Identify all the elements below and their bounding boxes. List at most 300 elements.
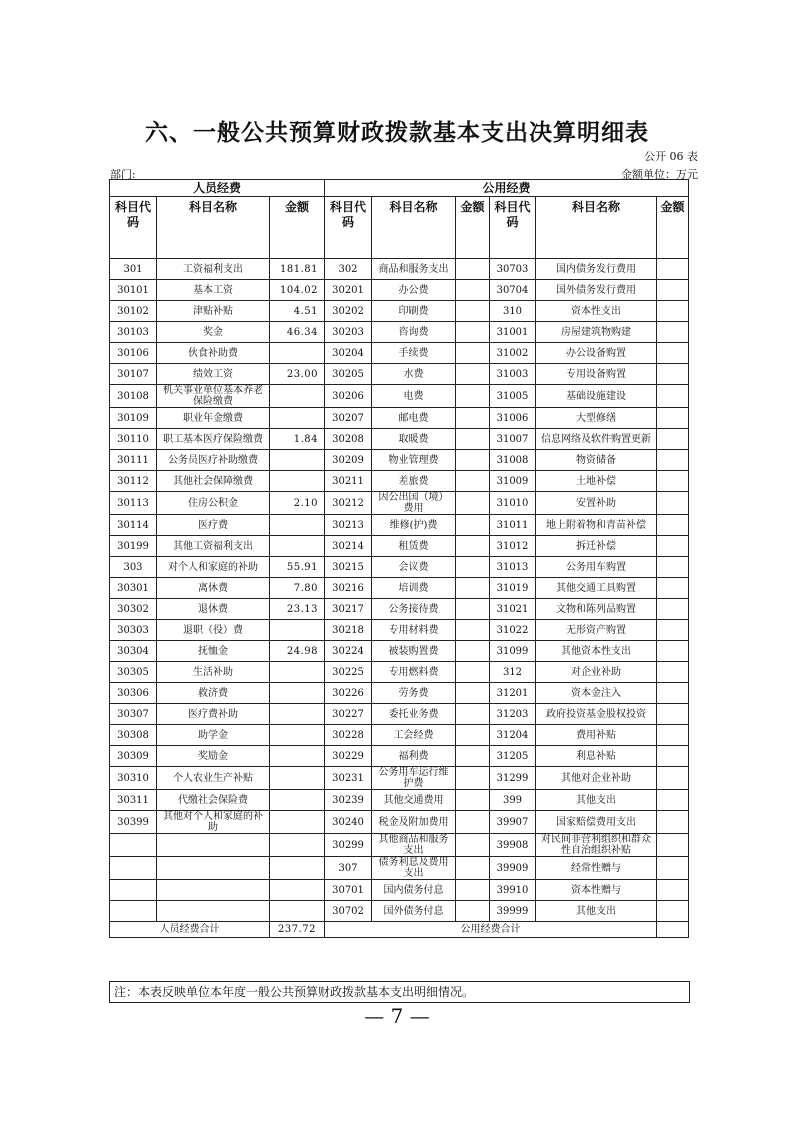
page-title: 六、一般公共预算财政拨款基本支出决算明细表 (145, 119, 649, 146)
cell-public-amount (456, 492, 490, 515)
cell-public-amount (657, 599, 689, 620)
table-row (110, 450, 689, 471)
table-row (110, 492, 689, 515)
cell-public-amount (657, 811, 689, 834)
cell-public-amount (456, 620, 490, 641)
cell-personnel-name: 伙食补助费 (157, 343, 270, 364)
cell-public-code: 31204 (490, 725, 536, 746)
cell-personnel-amount (270, 767, 325, 790)
cell-personnel-name: 助学金 (157, 725, 270, 746)
cell-public-amount (456, 471, 490, 492)
cell-public-amount (456, 364, 490, 385)
cell-public-code: 30211 (325, 471, 372, 492)
cell-personnel-code: 30304 (110, 641, 157, 662)
cell-personnel-name: 奖金 (157, 322, 270, 343)
cell-public-amount (657, 857, 689, 880)
cell-public-code: 30226 (325, 683, 372, 704)
cell-public-code: 30704 (490, 280, 536, 301)
cell-public-code: 31299 (490, 767, 536, 790)
table-row (110, 322, 689, 343)
table-row (110, 901, 689, 922)
cell-public-amount (456, 280, 490, 301)
column-header-code: 科目代码 (325, 197, 372, 259)
cell-personnel-name: 对个人和家庭的补助 (157, 557, 270, 578)
cell-public-code: 39999 (490, 901, 536, 922)
cell-personnel-code: 303 (110, 557, 157, 578)
cell-public-code: 302 (325, 259, 372, 280)
cell-public-code: 31001 (490, 322, 536, 343)
cell-personnel-code (110, 857, 157, 880)
table-row (110, 259, 689, 280)
cell-public-name: 对企业补助 (536, 662, 657, 683)
table-number: 公开 06 表 (644, 150, 698, 163)
cell-public-amount (456, 880, 490, 901)
cell-personnel-amount (270, 450, 325, 471)
cell-public-code: 31006 (490, 408, 536, 429)
cell-personnel-code: 30305 (110, 662, 157, 683)
table-row (110, 767, 689, 790)
cell-personnel-name (157, 857, 270, 880)
cell-public-code: 31005 (490, 385, 536, 408)
cell-personnel-amount (270, 790, 325, 811)
cell-public-amount (657, 322, 689, 343)
cell-public-code: 30240 (325, 811, 372, 834)
group-header-public: 公用经费 (325, 180, 689, 197)
column-header-name: 科目名称 (372, 197, 456, 259)
cell-public-code: 31203 (490, 704, 536, 725)
cell-public-name: 公务接待费 (372, 599, 456, 620)
cell-public-name: 信息网络及软件购置更新 (536, 429, 657, 450)
cell-personnel-code: 301 (110, 259, 157, 280)
department-label: 部门: (110, 168, 136, 181)
cell-public-amount (657, 280, 689, 301)
cell-personnel-amount (270, 536, 325, 557)
cell-public-code: 30206 (325, 385, 372, 408)
cell-public-code: 30216 (325, 578, 372, 599)
footnote: 注：本表反映单位本年度一般公共预算财政拨款基本支出明细情况。 (109, 981, 690, 1003)
table-row (110, 704, 689, 725)
cell-public-amount (657, 725, 689, 746)
cell-personnel-amount: 24.98 (270, 641, 325, 662)
cell-personnel-amount: 23.13 (270, 599, 325, 620)
cell-public-amount (456, 683, 490, 704)
cell-public-code: 30239 (325, 790, 372, 811)
cell-public-amount (657, 662, 689, 683)
cell-personnel-name: 代缴社会保险费 (157, 790, 270, 811)
cell-public-name: 维修(护)费 (372, 515, 456, 536)
cell-personnel-amount: 55.91 (270, 557, 325, 578)
cell-public-name: 税金及附加费用 (372, 811, 456, 834)
cell-personnel-amount (270, 683, 325, 704)
cell-personnel-amount (270, 811, 325, 834)
cell-public-name: 被装购置费 (372, 641, 456, 662)
cell-public-code: 30212 (325, 492, 372, 515)
cell-public-name: 印刷费 (372, 301, 456, 322)
cell-public-name: 其他支出 (536, 790, 657, 811)
cell-personnel-code: 30306 (110, 683, 157, 704)
cell-personnel-name: 医疗费补助 (157, 704, 270, 725)
cell-public-amount (456, 725, 490, 746)
cell-public-amount (456, 450, 490, 471)
cell-public-name: 委托业务费 (372, 704, 456, 725)
cell-personnel-code: 30106 (110, 343, 157, 364)
table-row (110, 429, 689, 450)
cell-personnel-amount (270, 515, 325, 536)
cell-public-name: 债务利息及费用支出 (372, 857, 456, 880)
cell-public-code: 30218 (325, 620, 372, 641)
cell-public-amount (657, 880, 689, 901)
cell-personnel-code: 30111 (110, 450, 157, 471)
column-header-code: 科目代码 (110, 197, 157, 259)
cell-personnel-name: 救济费 (157, 683, 270, 704)
personnel-total-label: 人员经费合计 (110, 922, 270, 938)
table-row (110, 725, 689, 746)
cell-public-amount (456, 857, 490, 880)
totals-row (110, 922, 689, 938)
cell-public-name: 拆迁补偿 (536, 536, 657, 557)
cell-public-name: 办公设备购置 (536, 343, 657, 364)
cell-personnel-code: 30303 (110, 620, 157, 641)
table-row (110, 536, 689, 557)
cell-public-amount (456, 578, 490, 599)
cell-public-amount (456, 834, 490, 857)
table-row (110, 857, 689, 880)
cell-public-amount (456, 343, 490, 364)
cell-public-amount (657, 620, 689, 641)
table-row (110, 599, 689, 620)
cell-public-name: 国内债务发行费用 (536, 259, 657, 280)
cell-personnel-code (110, 901, 157, 922)
public-total-label: 公用经费合计 (325, 922, 657, 938)
cell-public-code: 30299 (325, 834, 372, 857)
cell-public-amount (657, 578, 689, 599)
cell-public-code: 30213 (325, 515, 372, 536)
table-row (110, 811, 689, 834)
cell-public-name: 其他支出 (536, 901, 657, 922)
cell-personnel-name: 其他对个人和家庭的补助 (157, 811, 270, 834)
cell-personnel-code: 30308 (110, 725, 157, 746)
cell-personnel-amount: 23.00 (270, 364, 325, 385)
table-row (110, 471, 689, 492)
cell-personnel-name: 抚恤金 (157, 641, 270, 662)
cell-public-name: 其他商品和服务支出 (372, 834, 456, 857)
cell-public-name: 专用材料费 (372, 620, 456, 641)
cell-public-code: 39908 (490, 834, 536, 857)
cell-public-amount (456, 790, 490, 811)
cell-public-amount (456, 641, 490, 662)
cell-personnel-amount: 1.84 (270, 429, 325, 450)
cell-public-amount (657, 301, 689, 322)
cell-public-code: 30702 (325, 901, 372, 922)
cell-public-amount (657, 790, 689, 811)
table-body (110, 259, 689, 922)
cell-public-amount (657, 515, 689, 536)
cell-personnel-amount (270, 746, 325, 767)
cell-public-code: 30224 (325, 641, 372, 662)
cell-personnel-name: 离休费 (157, 578, 270, 599)
cell-public-name: 基础设施建设 (536, 385, 657, 408)
cell-public-amount (456, 767, 490, 790)
cell-public-name: 商品和服务支出 (372, 259, 456, 280)
table-row (110, 515, 689, 536)
cell-public-code: 30225 (325, 662, 372, 683)
cell-public-code: 30701 (325, 880, 372, 901)
column-header-amount: 金额 (270, 197, 325, 259)
group-header-personnel: 人员经费 (110, 180, 325, 197)
cell-public-code: 31205 (490, 746, 536, 767)
cell-personnel-code: 30102 (110, 301, 157, 322)
column-header-amount: 金额 (657, 197, 689, 259)
cell-public-code: 31011 (490, 515, 536, 536)
cell-public-name: 办公费 (372, 280, 456, 301)
table-row (110, 790, 689, 811)
cell-public-amount (456, 259, 490, 280)
cell-public-name: 培训费 (372, 578, 456, 599)
cell-public-amount (456, 429, 490, 450)
cell-public-name: 工会经费 (372, 725, 456, 746)
cell-public-code: 31021 (490, 599, 536, 620)
cell-public-code: 31002 (490, 343, 536, 364)
cell-public-amount (657, 834, 689, 857)
cell-public-name: 利息补贴 (536, 746, 657, 767)
table-row (110, 834, 689, 857)
cell-public-name: 会议费 (372, 557, 456, 578)
cell-personnel-amount: 46.34 (270, 322, 325, 343)
table-row (110, 557, 689, 578)
cell-public-name: 费用补贴 (536, 725, 657, 746)
cell-public-code: 31013 (490, 557, 536, 578)
cell-public-amount (657, 767, 689, 790)
cell-public-code: 307 (325, 857, 372, 880)
cell-personnel-name: 个人农业生产补贴 (157, 767, 270, 790)
cell-personnel-code: 30199 (110, 536, 157, 557)
table-row (110, 746, 689, 767)
cell-public-code: 30703 (490, 259, 536, 280)
cell-public-name: 经常性赠与 (536, 857, 657, 880)
cell-personnel-code: 30310 (110, 767, 157, 790)
cell-public-code: 31022 (490, 620, 536, 641)
table-row (110, 301, 689, 322)
cell-personnel-name: 其他工资福利支出 (157, 536, 270, 557)
cell-personnel-code: 30110 (110, 429, 157, 450)
cell-public-amount (657, 471, 689, 492)
cell-public-amount (657, 641, 689, 662)
cell-public-name: 无形资产购置 (536, 620, 657, 641)
cell-public-code: 31099 (490, 641, 536, 662)
cell-public-name: 福利费 (372, 746, 456, 767)
cell-public-name: 国家赔偿费用支出 (536, 811, 657, 834)
cell-public-name: 公务用车购置 (536, 557, 657, 578)
cell-public-name: 房屋建筑物购建 (536, 322, 657, 343)
cell-public-name: 公务用车运行维护费 (372, 767, 456, 790)
cell-public-name: 专用设备购置 (536, 364, 657, 385)
cell-public-name: 土地补偿 (536, 471, 657, 492)
cell-public-name: 大型修缮 (536, 408, 657, 429)
cell-personnel-name: 医疗费 (157, 515, 270, 536)
table-row (110, 620, 689, 641)
cell-personnel-name: 退休费 (157, 599, 270, 620)
cell-public-code: 30205 (325, 364, 372, 385)
page-number: — 7 — (364, 1004, 430, 1028)
cell-public-code: 31012 (490, 536, 536, 557)
cell-public-name: 其他对企业补助 (536, 767, 657, 790)
cell-personnel-name: 公务员医疗补助缴费 (157, 450, 270, 471)
cell-public-name: 差旅费 (372, 471, 456, 492)
cell-public-amount (657, 746, 689, 767)
table-row (110, 578, 689, 599)
public-total-amount (657, 922, 689, 938)
cell-public-code: 30208 (325, 429, 372, 450)
cell-public-amount (456, 301, 490, 322)
cell-personnel-amount: 7.80 (270, 578, 325, 599)
cell-personnel-amount (270, 620, 325, 641)
cell-public-name: 其他交通费用 (372, 790, 456, 811)
cell-personnel-name: 津贴补贴 (157, 301, 270, 322)
cell-public-name: 水费 (372, 364, 456, 385)
cell-public-amount (657, 557, 689, 578)
cell-public-code: 30217 (325, 599, 372, 620)
cell-personnel-name: 基本工资 (157, 280, 270, 301)
cell-public-name: 地上附着物和青苗补偿 (536, 515, 657, 536)
cell-public-name: 资本性支出 (536, 301, 657, 322)
cell-public-code: 31201 (490, 683, 536, 704)
cell-public-name: 对民间非营利组织和群众性自治组织补贴 (536, 834, 657, 857)
cell-personnel-name: 奖励金 (157, 746, 270, 767)
column-header-name: 科目名称 (157, 197, 270, 259)
cell-public-amount (456, 746, 490, 767)
cell-public-name: 物资储备 (536, 450, 657, 471)
cell-public-amount (657, 408, 689, 429)
table-row (110, 385, 689, 408)
cell-personnel-amount: 181.81 (270, 259, 325, 280)
cell-public-amount (456, 704, 490, 725)
cell-public-code: 312 (490, 662, 536, 683)
cell-personnel-name: 退职（役）费 (157, 620, 270, 641)
table-row (110, 683, 689, 704)
cell-public-amount (657, 901, 689, 922)
cell-personnel-amount: 4.51 (270, 301, 325, 322)
cell-public-amount (456, 811, 490, 834)
column-header-amount: 金额 (456, 197, 490, 259)
cell-public-name: 国内债务付息 (372, 880, 456, 901)
cell-personnel-amount (270, 662, 325, 683)
cell-public-amount (456, 515, 490, 536)
cell-public-code: 30214 (325, 536, 372, 557)
cell-public-amount (456, 557, 490, 578)
cell-personnel-code: 30107 (110, 364, 157, 385)
cell-personnel-code (110, 880, 157, 901)
cell-personnel-amount (270, 343, 325, 364)
cell-public-amount (657, 704, 689, 725)
cell-personnel-amount (270, 725, 325, 746)
cell-personnel-code: 30114 (110, 515, 157, 536)
column-header-name: 科目名称 (536, 197, 657, 259)
cell-personnel-code (110, 834, 157, 857)
cell-personnel-code: 30301 (110, 578, 157, 599)
cell-public-name: 电费 (372, 385, 456, 408)
cell-personnel-name: 职工基本医疗保险缴费 (157, 429, 270, 450)
cell-public-code: 31003 (490, 364, 536, 385)
cell-public-code: 30227 (325, 704, 372, 725)
cell-public-amount (456, 408, 490, 429)
cell-public-name: 其他资本性支出 (536, 641, 657, 662)
cell-public-name: 国外债务发行费用 (536, 280, 657, 301)
cell-personnel-code: 30113 (110, 492, 157, 515)
cell-public-amount (456, 662, 490, 683)
cell-public-code: 31019 (490, 578, 536, 599)
cell-public-amount (456, 322, 490, 343)
cell-personnel-amount: 104.02 (270, 280, 325, 301)
cell-personnel-name: 绩效工资 (157, 364, 270, 385)
personnel-total-amount: 237.72 (270, 922, 325, 938)
cell-public-amount (657, 683, 689, 704)
cell-public-name: 劳务费 (372, 683, 456, 704)
cell-personnel-amount (270, 880, 325, 901)
cell-personnel-name (157, 901, 270, 922)
cell-personnel-code: 30399 (110, 811, 157, 834)
cell-public-name: 邮电费 (372, 408, 456, 429)
cell-public-amount (657, 259, 689, 280)
cell-personnel-amount (270, 857, 325, 880)
cell-public-name: 安置补助 (536, 492, 657, 515)
cell-public-name: 政府投资基金股权投资 (536, 704, 657, 725)
cell-public-code: 30209 (325, 450, 372, 471)
table-row (110, 641, 689, 662)
cell-public-name: 其他交通工具购置 (536, 578, 657, 599)
cell-public-amount (456, 599, 490, 620)
cell-public-code: 30207 (325, 408, 372, 429)
cell-personnel-name: 生活补助 (157, 662, 270, 683)
column-header-code: 科目代码 (490, 197, 536, 259)
cell-public-code: 31008 (490, 450, 536, 471)
cell-public-name: 租赁费 (372, 536, 456, 557)
cell-public-amount (456, 901, 490, 922)
cell-personnel-name: 住房公积金 (157, 492, 270, 515)
cell-personnel-amount (270, 471, 325, 492)
cell-public-name: 文物和陈列品购置 (536, 599, 657, 620)
cell-public-name: 专用燃料费 (372, 662, 456, 683)
cell-public-name: 咨询费 (372, 322, 456, 343)
cell-public-code: 30215 (325, 557, 372, 578)
cell-personnel-code: 30307 (110, 704, 157, 725)
cell-public-amount (657, 536, 689, 557)
cell-public-amount (456, 536, 490, 557)
amount-unit-label: 金额单位：万元 (621, 168, 698, 181)
cell-public-code: 31010 (490, 492, 536, 515)
cell-public-code: 39909 (490, 857, 536, 880)
cell-personnel-amount (270, 704, 325, 725)
table-row (110, 364, 689, 385)
cell-public-name: 资本金注入 (536, 683, 657, 704)
cell-personnel-amount (270, 834, 325, 857)
cell-public-code: 399 (490, 790, 536, 811)
cell-personnel-amount: 2.10 (270, 492, 325, 515)
cell-public-code: 39910 (490, 880, 536, 901)
cell-public-code: 310 (490, 301, 536, 322)
cell-personnel-name: 机关事业单位基本养老保险缴费 (157, 385, 270, 408)
cell-personnel-code: 30112 (110, 471, 157, 492)
cell-public-code: 30201 (325, 280, 372, 301)
cell-personnel-code: 30109 (110, 408, 157, 429)
cell-personnel-name (157, 880, 270, 901)
cell-personnel-code: 30103 (110, 322, 157, 343)
cell-personnel-name: 职业年金缴费 (157, 408, 270, 429)
table-row (110, 880, 689, 901)
cell-public-code: 31009 (490, 471, 536, 492)
cell-public-code: 39907 (490, 811, 536, 834)
cell-public-code: 30231 (325, 767, 372, 790)
cell-public-amount (657, 450, 689, 471)
